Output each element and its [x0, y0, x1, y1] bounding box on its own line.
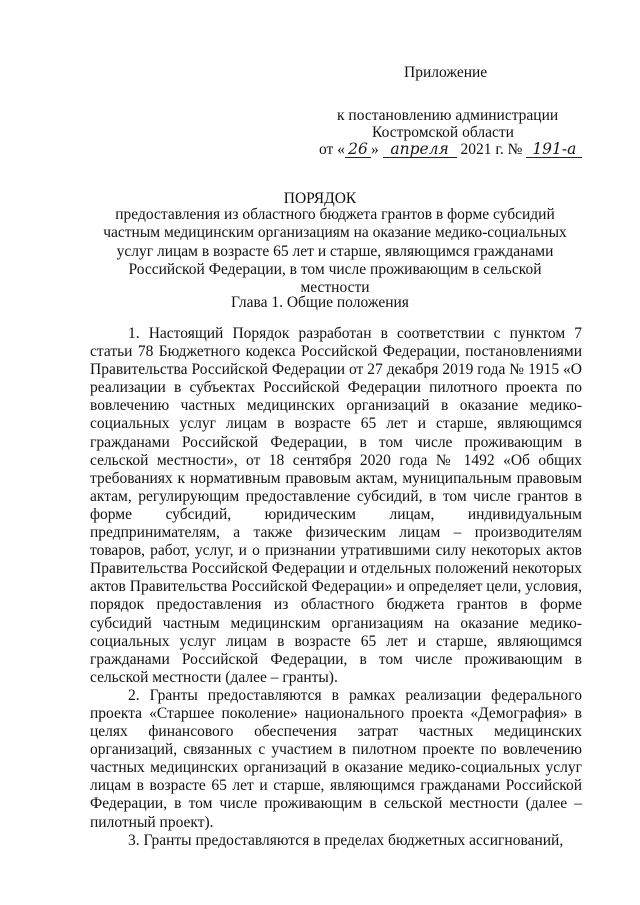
document-title: ПОРЯДОК — [283, 190, 357, 207]
document-body — [90, 325, 582, 850]
handwritten-month: апреля — [383, 141, 457, 158]
paragraph-2: 2. Гранты предоставляются в рамках реализации федерального проекта «Старшее поколение» национального проекта «Демография» в целях финансового обеспечения затрат частных медицинских организаций, связанных с участием в пилотном проекте по вовлечению частных медицинских организаций в оказание медико-социальных услуг лицам в возрасте 65 лет и старше, являющимся гражданами Российской Федерации, в том числе проживающим в сельской местности (далее – пилотный проект). — [90, 686, 582, 831]
paragraph-3: 3. Гранты предоставляются в пределах бюджетных ассигнований, — [128, 831, 564, 849]
date-mid: » — [370, 141, 379, 158]
handwritten-decree-number: 191-а — [526, 141, 582, 158]
handwritten-day: 26 — [345, 141, 371, 158]
paragraph-1: 1. Настоящий Порядок разработан в соответствии с пунктом 7 статьи 78 Бюджетного кодекса Российской Федерации, постановлениями Правительства Российской Федерации от 27 декабря 2019 года № 1915 «О реализации в субъектах Российской Федерации пилотного проекта по вовлечению частных медицинских организаций в оказание медико-социальных услуг лицам в возрасте 65 лет и старше, являющимся гражданами Российской Федерации, в том числе проживающим в сельской местности», от 18 сентября 2020 года № 1492 «Об общих требованиях к нормативным правовым актам, муниципальным правовым актам, регулирующим предоставление субсидий, в том числе грантов в форме субсидий, юридическим лицам, индивидуальным предпринимателям, а также физическим лицам – производителям товаров, работ, услуг, и о признании утратившими силу некоторых актов Правительства Российской Федерации и отдельных положений некоторых актов Правительства Российской Федерации» и определяет цели, условия, порядок предоставления из областного бюджета грантов в форме субсидий частным медицинским организациям на оказание медико-социальных услуг лицам в возрасте 65 лет и старше, являющимся гражданами Российской Федерации, в том числе проживающим в сельской местности (далее – гранты). — [90, 325, 582, 686]
appendix-label: Приложение — [404, 64, 488, 81]
date-year: 2021 г. № — [460, 141, 523, 158]
region-name: Костромской области — [372, 124, 514, 141]
chapter-heading: Глава 1. Общие положения — [231, 294, 409, 311]
date-prefix: от « — [319, 141, 345, 158]
document-subtitle: предоставления из областного бюджета грантов в форме субсидий частным медицинским организациям на оказание медико-социальных услуг лицам в возрасте 65 лет и старше, являющимся гражданами Российской Федерации, в том числе проживающим в сельской местности — [103, 206, 567, 297]
decree-reference: к постановлению администрации — [337, 107, 559, 124]
decree-date-line — [319, 140, 582, 160]
